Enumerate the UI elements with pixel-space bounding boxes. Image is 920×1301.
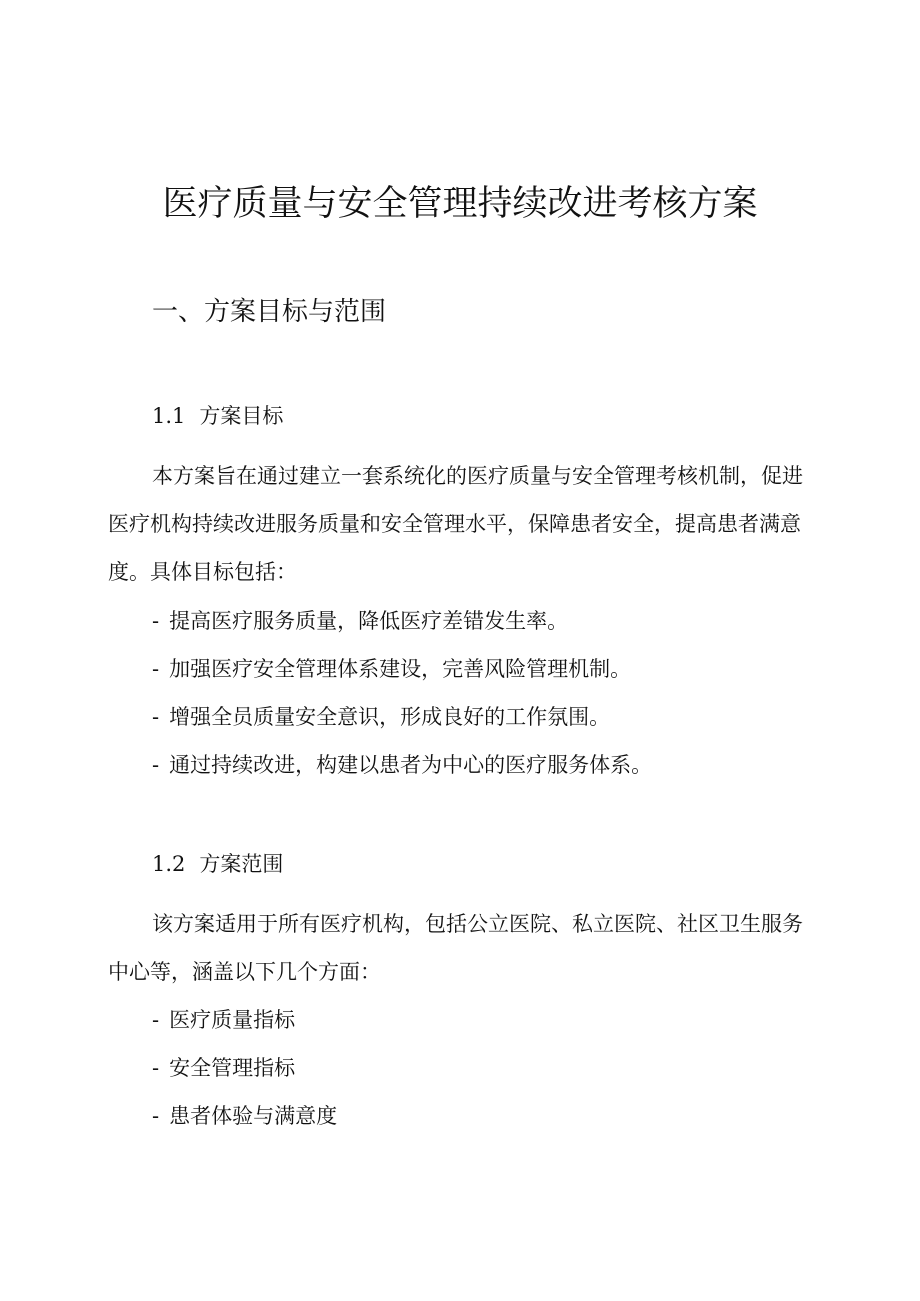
list-item: - 安全管理指标 — [152, 1056, 296, 1080]
subsection-number: 1.2 — [152, 852, 186, 876]
subsection-heading-goals — [152, 400, 283, 432]
list-item: - 医疗质量指标 — [152, 1008, 296, 1032]
scope-list — [152, 996, 337, 1140]
list-item: - 通过持续改进，构建以患者为中心的医疗服务体系。 — [152, 753, 653, 777]
subsection-heading-scope — [152, 848, 283, 880]
list-item: - 患者体验与满意度 — [152, 1104, 338, 1128]
scope-paragraph: 该方案适用于所有医疗机构，包括公立医院、私立医院、社区卫生服务中心等，涵盖以下几个方面： — [108, 912, 803, 984]
subsection-title: 方案目标 — [199, 404, 284, 428]
list-item: - 增强全员质量安全意识，形成良好的工作氛围。 — [152, 705, 611, 729]
subsection-number: 1.1 — [152, 404, 186, 428]
subsection-title: 方案范围 — [199, 852, 284, 876]
goals-list — [152, 597, 652, 789]
document-title: 医疗质量与安全管理持续改进考核方案 — [162, 184, 758, 224]
list-item: - 加强医疗安全管理体系建设，完善风险管理机制。 — [152, 657, 632, 681]
goals-paragraph: 本方案旨在通过建立一套系统化的医疗质量与安全管理考核机制，促进医疗机构持续改进服务质量和安全管理水平，保障患者安全，提高患者满意度。具体目标包括： — [108, 464, 803, 584]
section-heading: 一、方案目标与范围 — [152, 297, 387, 327]
list-item: - 提高医疗服务质量，降低医疗差错发生率。 — [152, 609, 569, 633]
